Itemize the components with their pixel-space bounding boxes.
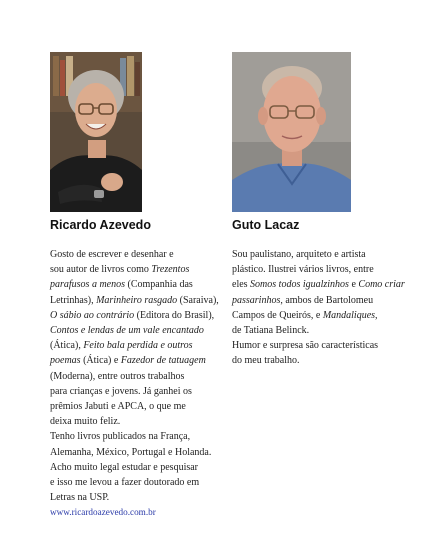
- bio-text: eles: [232, 279, 251, 291]
- bio-text: (Companhia das: [125, 279, 193, 291]
- author-photo-guto: [232, 52, 351, 212]
- bio-line: [232, 353, 405, 368]
- bio-line: [50, 277, 219, 292]
- bio-text: deixa muito feliz.: [50, 416, 121, 428]
- book-title: Feito bala perdida e outros: [83, 340, 193, 352]
- book-title: Marinheiro rasgado: [96, 294, 178, 306]
- book-title: poemas: [50, 355, 81, 367]
- bio-line: [232, 308, 405, 323]
- bio-text: , ambos de Bartolomeu: [280, 294, 374, 306]
- website-link[interactable]: www.ricardoazevedo.com.br: [50, 507, 156, 518]
- author-photo-ricardo: [50, 52, 142, 212]
- bio-line: [50, 445, 219, 460]
- bio-line: [50, 247, 219, 262]
- bio-text: Tenho livros publicados na França,: [50, 431, 191, 443]
- bio-text: (Saraiva),: [177, 294, 219, 306]
- author-bio-guto: [232, 247, 405, 369]
- bio-line: [50, 353, 219, 368]
- bio-line: [232, 323, 405, 338]
- book-title: Fazedor de tatuagem: [120, 355, 206, 367]
- bio-line: [232, 277, 405, 292]
- bio-text: (Editora do Brasil),: [134, 309, 215, 321]
- author-name-guto: Guto Lacaz: [232, 218, 300, 232]
- bio-text: para crianças e jovens. Já ganhei os: [50, 385, 192, 397]
- bio-line: [50, 308, 219, 323]
- bio-line: [50, 293, 219, 308]
- book-title: passarinhos: [232, 294, 281, 306]
- author-name-ricardo: Ricardo Azevedo: [50, 218, 151, 232]
- bio-text: (Ática),: [50, 340, 84, 352]
- book-title: Contos e lendas de um vale encantado: [50, 325, 204, 337]
- bio-text: (Moderna), entre outros trabalhos: [50, 370, 185, 382]
- bio-line: [50, 460, 219, 475]
- bio-text: Gosto de escrever e desenhar e: [50, 249, 174, 260]
- bio-text: Letrinhas),: [50, 294, 97, 306]
- bio-line: [232, 293, 405, 308]
- bio-line: [232, 247, 405, 262]
- bio-line: [50, 384, 219, 399]
- bio-text: Campos de Queirós, e: [232, 309, 323, 321]
- bio-text: de Tatiana Belinck.: [232, 325, 310, 337]
- bio-line: [50, 475, 219, 490]
- bio-line: [232, 338, 405, 353]
- bio-line: [50, 323, 219, 338]
- bio-text: do meu trabalho.: [232, 355, 300, 367]
- bio-line: [50, 414, 219, 429]
- bio-line: [50, 262, 219, 277]
- book-title: Mandaliques,: [322, 309, 378, 321]
- bio-text: Letras na USP.: [50, 492, 110, 504]
- book-title: parafusos a menos: [50, 279, 126, 291]
- bio-line: [50, 369, 219, 384]
- bio-text: e isso me levou a fazer doutorado em: [50, 477, 200, 489]
- bio-text: Sou paulistano, arquiteto e artista: [232, 249, 366, 260]
- bio-line: [232, 262, 405, 277]
- bio-text: Alemanha, México, Portugal e Holanda.: [50, 446, 212, 458]
- bio-text: (Ática) e: [80, 355, 121, 367]
- bio-text: Humor e surpresa são características: [232, 340, 379, 352]
- book-title: Somos todos igualzinhos: [250, 279, 349, 291]
- bio-line: [50, 429, 219, 444]
- bio-line: [50, 490, 219, 505]
- bio-line: [50, 399, 219, 414]
- bio-text: prêmios Jabuti e APCA, o que me: [50, 401, 186, 413]
- bio-text: sou autor de livros como: [50, 264, 152, 276]
- book-title: O sábio ao contrário: [50, 309, 135, 321]
- book-title: Como criar: [358, 279, 405, 291]
- bio-line: [50, 338, 219, 353]
- bio-text: Acho muito legal estudar e pesquisar: [50, 461, 199, 473]
- bio-text: plástico. Ilustrei vários livros, entre: [232, 264, 374, 276]
- bio-text: e: [348, 279, 359, 291]
- author-bio-ricardo: [50, 247, 219, 521]
- book-title: Trezentos: [151, 264, 190, 276]
